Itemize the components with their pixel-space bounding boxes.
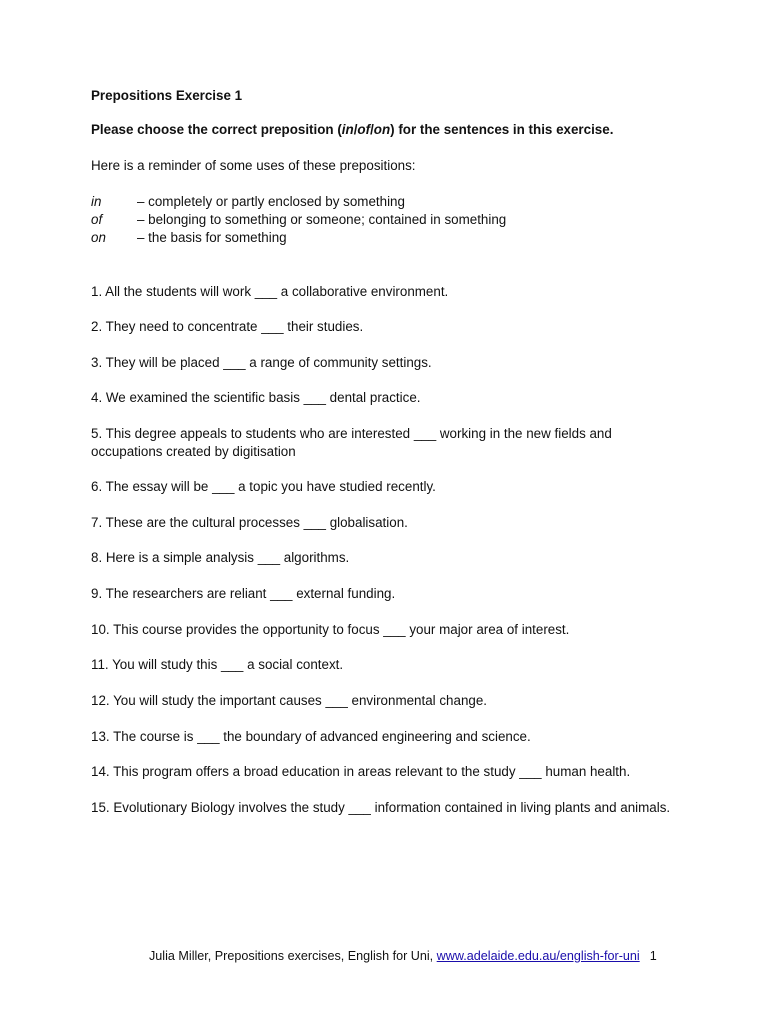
definition-meaning: – belonging to something or someone; contained in something xyxy=(137,212,507,227)
question-item: 6. The essay will be ___ a topic you have studied recently. xyxy=(91,479,436,494)
option-on: on xyxy=(373,122,391,137)
question-item: 10. This course provides the opportunity to focus ___ your major area of interest. xyxy=(91,622,570,637)
question-item: 1. All the students will work ___ a collaborative environment. xyxy=(91,284,449,299)
question-item: 14. This program offers a broad education in areas relevant to the study ___ human health. xyxy=(91,764,631,779)
definition-term: of xyxy=(91,212,103,227)
page-number: 1 xyxy=(649,949,657,963)
instruction-before: Please choose the correct preposition ( xyxy=(91,122,342,137)
question-item: 9. The researchers are reliant ___ external funding. xyxy=(91,586,396,601)
footer-link[interactable]: www.adelaide.edu.au/english-for-uni xyxy=(436,949,640,963)
option-in: in xyxy=(341,122,354,137)
definition-meaning: – completely or partly enclosed by something xyxy=(137,194,405,209)
question-item: 7. These are the cultural processes ___ globalisation. xyxy=(91,515,408,530)
definition-term: in xyxy=(91,194,102,209)
question-item: 15. Evolutionary Biology involves the study ___ information contained in living plants and animals. xyxy=(91,800,671,815)
question-item: 12. You will study the important causes ___ environmental change. xyxy=(91,693,488,708)
question-item: 13. The course is ___ the boundary of advanced engineering and science. xyxy=(91,729,531,744)
question-item: 4. We examined the scientific basis ___ dental practice. xyxy=(91,390,421,405)
exercise-title: Prepositions Exercise 1 xyxy=(91,88,243,103)
footer-text: Julia Miller, Prepositions exercises, English for Uni, xyxy=(149,949,437,963)
reminder-intro: Here is a reminder of some uses of these prepositions: xyxy=(91,158,416,173)
page-footer xyxy=(149,947,657,965)
question-item: 3. They will be placed ___ a range of community settings. xyxy=(91,355,432,370)
definition-meaning: – the basis for something xyxy=(137,230,287,245)
option-separator: / xyxy=(353,122,358,137)
question-item: 8. Here is a simple analysis ___ algorithms. xyxy=(91,550,350,565)
question-item: 2. They need to concentrate ___ their studies. xyxy=(91,319,364,334)
option-separator: / xyxy=(370,122,374,137)
question-item: 11. You will study this ___ a social context. xyxy=(91,657,344,672)
option-of: of xyxy=(357,122,371,137)
instruction-text xyxy=(91,121,613,139)
definition-term: on xyxy=(91,230,106,245)
instruction-after: ) for the sentences in this exercise. xyxy=(390,122,614,137)
question-item: 5. This degree appeals to students who are interested ___ working in the new fields and occupations created by digitisation xyxy=(91,426,612,459)
